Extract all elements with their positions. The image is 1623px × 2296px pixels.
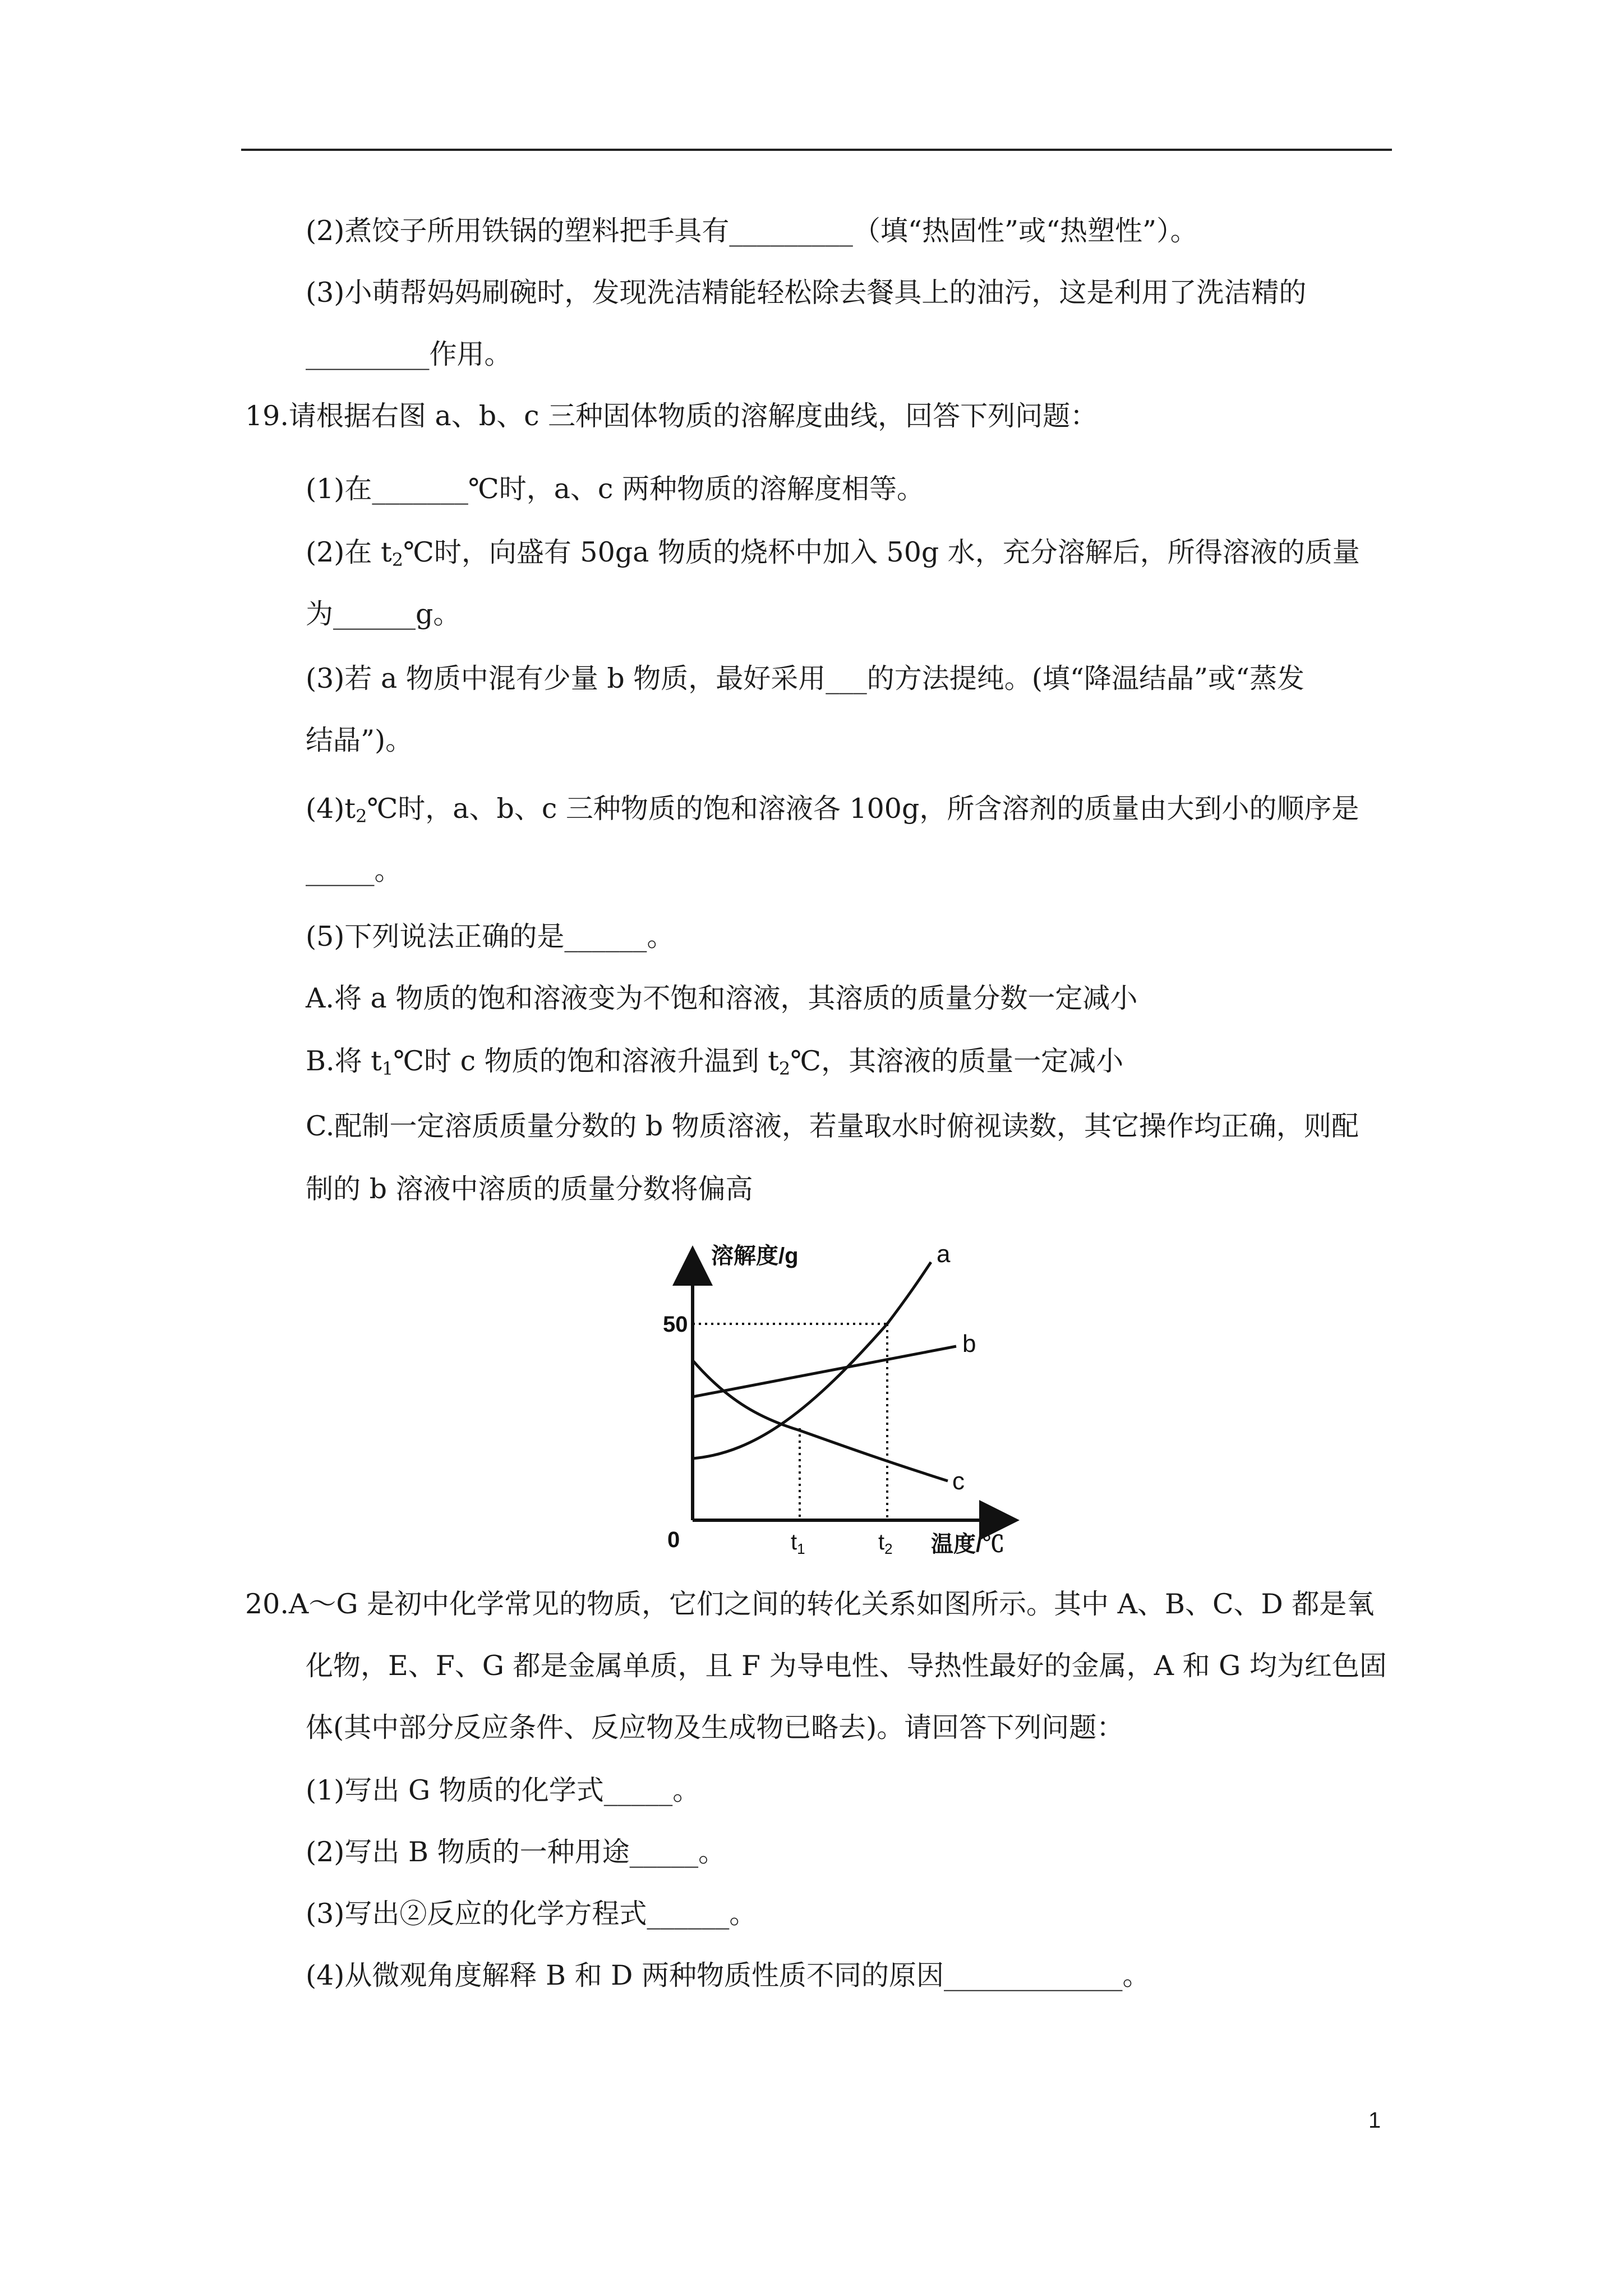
q18-part3-line1: (3)小萌帮妈妈刷碗时，发现洗洁精能轻松除去餐具上的油污，这是利用了洗洁精的 (306, 277, 1307, 309)
x-tick-t2: $t_2$ (878, 1530, 893, 1554)
q20-part2: (2)写出 B 物质的一种用途_____。 (306, 1836, 726, 1868)
q19-option-c-line1: C.配制一定溶质质量分数的 b 物质溶液，若量取水时俯视读数，其它操作均正确，则配 (306, 1110, 1359, 1142)
q20-part4: (4)从微观角度解释 B 和 D 两种物质性质不同的原因_____________。 (306, 1959, 1150, 1991)
y-axis-label: 溶解度/g (711, 1244, 799, 1268)
q18-part3-line2: _________作用。 (306, 338, 512, 370)
q19-part2-line1: (2)在 $t_2℃$时，向盛有 50ga 物质的烧杯中加入 50g 水，充分溶解后，所得溶液的质量 (306, 536, 1360, 570)
q19-part3-line1: (3)若 a 物质中混有少量 b 物质，最好采用___的方法提纯。(填“降温结晶”或“蒸发 (306, 662, 1305, 694)
q20-stem-line3: 体(其中部分反应条件、反应物及生成物已略去)。请回答下列问题： (306, 1711, 1124, 1743)
q20-part1: (1)写出 G 物质的化学式_____。 (306, 1774, 700, 1806)
q20-part3: (3)写出②反应的化学方程式______。 (306, 1898, 757, 1930)
origin-label: 0 (667, 1527, 680, 1552)
q19-part3-line2: 结晶”)。 (306, 724, 413, 756)
solubility-chart (645, 1240, 1026, 1554)
curve-a (693, 1262, 931, 1458)
header-rule (241, 149, 1392, 151)
curve-c (693, 1360, 948, 1481)
q20-stem-line1: 20.A～G 是初中化学常见的物质，它们之间的转化关系如图所示。其中 A、B、C、D 都是氧 (245, 1588, 1375, 1620)
q19-option-c-line2: 制的 b 溶液中溶质的质量分数将偏高 (306, 1173, 753, 1205)
q19-option-b: B.将 $t_1℃$时 c 物质的饱和溶液升温到 $t_2℃$，其溶液的质量一定减小 (306, 1045, 1124, 1079)
q19-part1: (1)在_______℃时，a、c 两种物质的溶解度相等。 (306, 473, 924, 505)
x-tick-t1: $t_1$ (791, 1530, 805, 1554)
q19-option-a: A.将 a 物质的饱和溶液变为不饱和溶液，其溶质的质量分数一定减小 (306, 982, 1138, 1014)
q19-part5: (5)下列说法正确的是______。 (306, 921, 675, 953)
q19-part4-line1: $(4)t_2℃$时，a、b、c 三种物质的饱和溶液各 100g，所含溶剂的质量由大到小的顺序是 (306, 793, 1359, 827)
q20-stem-line2: 化物，E、F、G 都是金属单质，且 F 为导电性、导热性最好的金属，A 和 G 均为红色固 (306, 1650, 1387, 1682)
q19-stem: 19.请根据右图 a、b、c 三种固体物质的溶解度曲线，回答下列问题： (245, 400, 1098, 432)
series-label-a: a (937, 1240, 951, 1268)
series-label-b: b (962, 1330, 976, 1358)
q18-part2: (2)煮饺子所用铁锅的塑料把手具有_________（填“热固性”或“热塑性”）。 (306, 215, 1198, 247)
q19-part4-line2: _____。 (306, 854, 402, 886)
page-number: 1 (1368, 2108, 1381, 2133)
series-label-c: c (952, 1467, 965, 1495)
x-axis-label: 温度/℃ (931, 1532, 1005, 1554)
q19-part2-line2: 为______g。 (306, 598, 461, 630)
y-tick-50: 50 (663, 1312, 688, 1337)
